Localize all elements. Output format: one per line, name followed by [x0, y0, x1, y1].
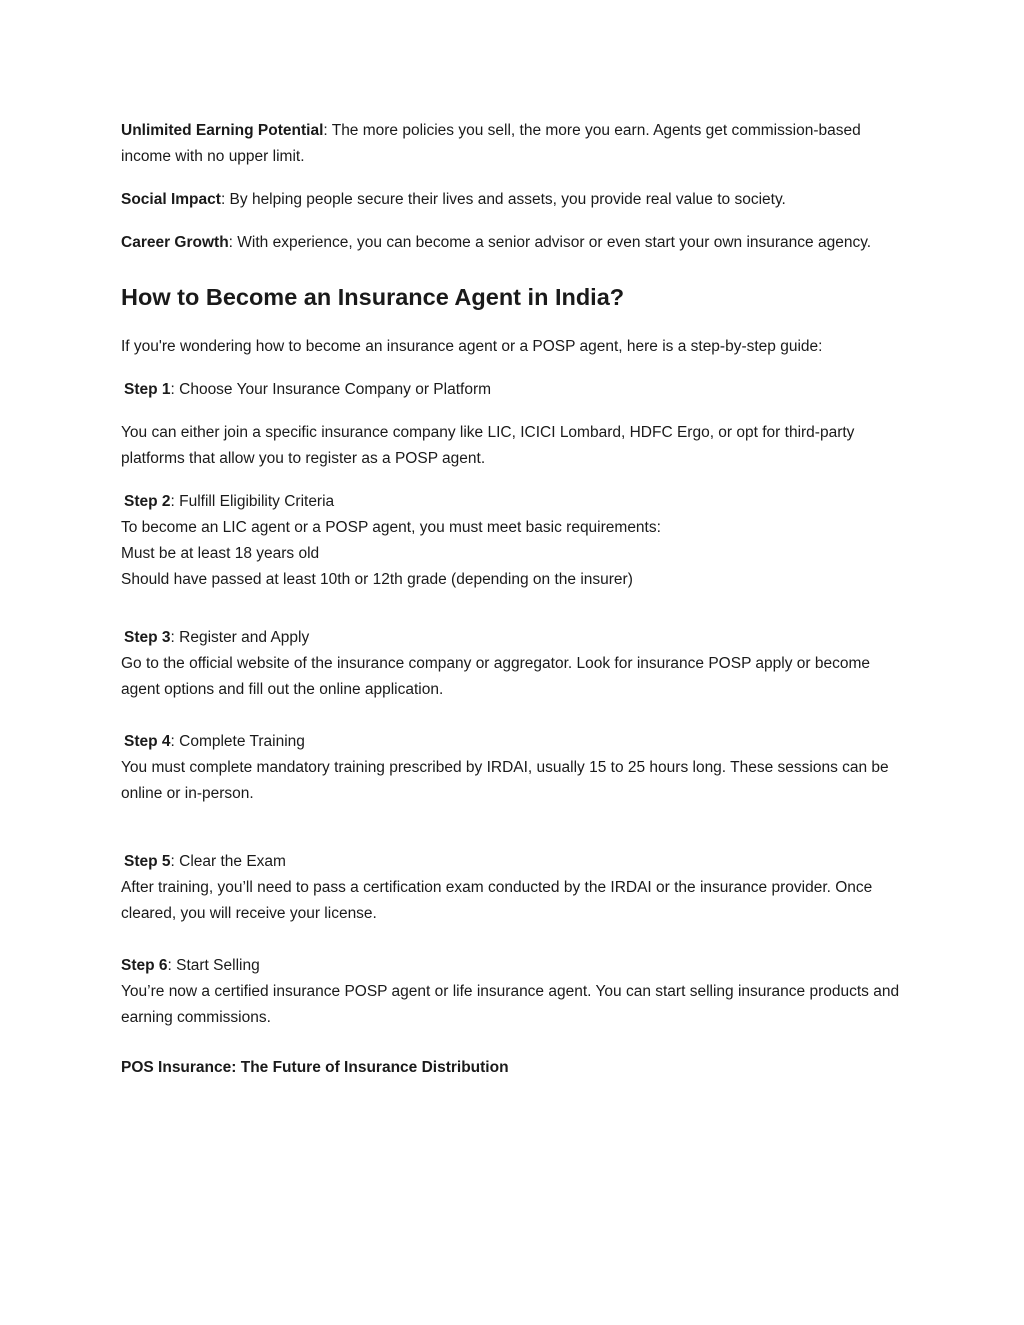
- step-title-text: : Complete Training: [170, 733, 305, 750]
- step-6-block: [121, 953, 911, 1031]
- step-label: Step 5: [124, 853, 171, 870]
- step-6-body: You’re now a certified insurance POSP agent or life insurance agent. You can start selling insurance products and earning commissions.: [121, 983, 900, 1026]
- step-5-title: [121, 849, 911, 875]
- step-2-line: To become an LIC agent or a POSP agent, you must meet basic requirements:: [121, 519, 661, 536]
- step-1-body: You can either join a specific insurance company like LIC, ICICI Lombard, HDFC Ergo, or opt for third-party platforms that allow you to register as a POSP agent.: [121, 424, 855, 467]
- step-label: Step 4: [124, 733, 171, 750]
- step-4-block: [121, 729, 911, 807]
- step-3-body: Go to the official website of the insurance company or aggregator. Look for insurance POSP apply or become agent options and fill out the online application.: [121, 655, 871, 698]
- step-4-body: You must complete mandatory training prescribed by IRDAI, usually 15 to 25 hours long. These sessions can be online or in-person.: [121, 759, 889, 802]
- step-6-title: [121, 953, 911, 979]
- benefit-earning: [121, 118, 911, 170]
- spacer: [121, 703, 911, 729]
- benefit-text: : The more policies you sell, the more you earn. Agents get commission-based income with no upper limit.: [121, 122, 861, 165]
- step-3-title: [121, 625, 911, 651]
- step-title-text: : Choose Your Insurance Company or Platform: [170, 381, 492, 398]
- step-2-line: Must be at least 18 years old: [121, 545, 320, 562]
- step-label: Step 3: [124, 629, 171, 646]
- step-4-title: [121, 729, 911, 755]
- spacer: [121, 927, 911, 953]
- step-title-text: : Fulfill Eligibility Criteria: [170, 493, 335, 510]
- benefit-career-growth: [121, 230, 911, 256]
- step-1-title: [121, 377, 911, 403]
- document-page: [121, 118, 911, 1097]
- step-label: Step 2: [124, 493, 171, 510]
- step-2-line: Should have passed at least 10th or 12th grade (depending on the insurer): [121, 571, 633, 588]
- step-5-body: After training, you’ll need to pass a certification exam conducted by the IRDAI or the insurance provider. Once cleared, you will receive your license.: [121, 879, 873, 922]
- step-title-text: : Start Selling: [167, 957, 260, 974]
- spacer: [121, 807, 911, 839]
- spacer: [121, 839, 911, 849]
- section-heading: How to Become an Insurance Agent in India?: [121, 284, 625, 310]
- step-title-text: : Clear the Exam: [170, 853, 286, 870]
- benefit-text: : With experience, you can become a senior advisor or even start your own insurance agency.: [228, 234, 872, 251]
- benefit-social-impact: [121, 187, 911, 213]
- spacer: [121, 593, 911, 625]
- step-5-block: [121, 849, 911, 927]
- intro-paragraph: If you're wondering how to become an insurance agent or a POSP agent, here is a step-by-step guide:: [121, 338, 823, 355]
- benefit-label: Unlimited Earning Potential: [121, 122, 324, 139]
- step-2-title: [121, 489, 911, 515]
- step-3-block: [121, 625, 911, 703]
- benefit-label: Social Impact: [121, 191, 221, 208]
- step-label: Step 6: [121, 957, 168, 974]
- step-2-block: [121, 489, 911, 593]
- step-label: Step 1: [124, 381, 171, 398]
- closing-heading: POS Insurance: The Future of Insurance Distribution: [121, 1059, 509, 1076]
- benefit-text: : By helping people secure their lives and assets, you provide real value to society.: [220, 191, 786, 208]
- step-title-text: : Register and Apply: [170, 629, 310, 646]
- benefit-label: Career Growth: [121, 234, 229, 251]
